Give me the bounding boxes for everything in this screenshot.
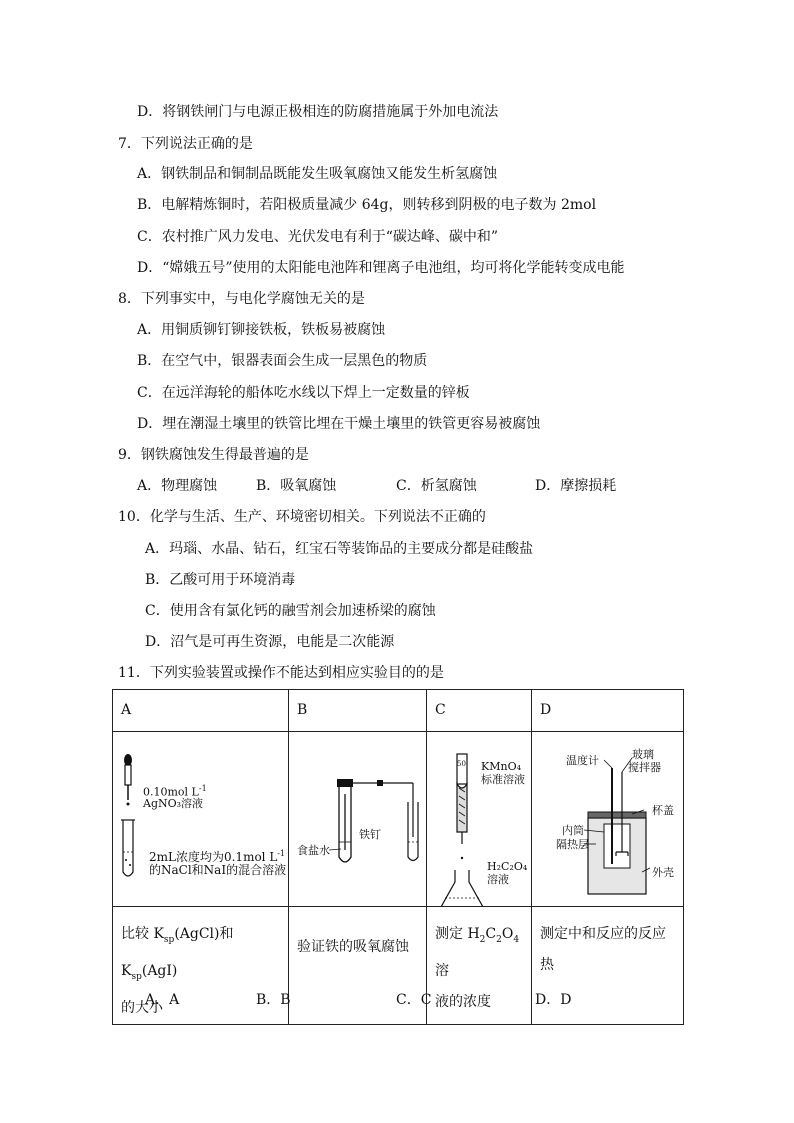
burette-scale-label: 50 <box>457 760 466 768</box>
q9-stem: 9．钢铁腐蚀发生得最普遍的是 <box>118 447 309 463</box>
header-cell-a: A <box>113 690 289 732</box>
q11-option-a: A．A <box>145 992 180 1008</box>
q7-stem: 7．下列说法正确的是 <box>118 136 253 152</box>
desc-cell-b: 验证铁的吸氧腐蚀 <box>289 907 427 1025</box>
q9-option-b: B．吸氧腐蚀 <box>256 478 337 494</box>
desc-cell-d: 测定中和反应的反应 热 <box>532 907 684 1025</box>
q6-option-d: D．将钢铁闸门与电源正极相连的防腐措施属于外加电流法 <box>137 104 499 120</box>
q9-option-a: A．物理腐蚀 <box>137 478 218 494</box>
q9-option-c: C．析氢腐蚀 <box>396 478 477 494</box>
q8-option-c: C．在远洋海轮的船体吃水线以下焊上一定数量的锌板 <box>137 385 470 401</box>
q9-option-d: D．摩擦损耗 <box>535 478 617 494</box>
standard-solution-label: 标准溶液 <box>481 773 525 786</box>
q8-stem: 8．下列事实中，与电化学腐蚀无关的是 <box>118 291 365 307</box>
q10-option-b: B．乙酸可用于环境消毒 <box>145 572 296 588</box>
dropper-and-test-tube-diagram <box>113 732 289 906</box>
q10-stem: 10．化学与生活、生产、环境密切相关。下列说法不正确的 <box>118 509 486 525</box>
salt-water-label: 食盐水 <box>297 844 330 857</box>
kmno4-label: KMnO₄ <box>481 760 521 773</box>
glass-stirrer-label-1: 玻璃 <box>632 748 654 761</box>
shell-label: 外壳 <box>652 866 674 879</box>
header-cell-d: D <box>532 690 684 732</box>
h2c2o4-label: H₂C₂O₄ <box>487 860 528 873</box>
figure-a-cell <box>113 732 289 907</box>
q7-option-a: A．钢铁制品和铜制品既能发生吸氧腐蚀又能发生析氢腐蚀 <box>137 166 498 182</box>
q11-option-d: D．D <box>535 992 572 1008</box>
q10-option-d: D．沼气是可再生资源，电能是二次能源 <box>145 634 395 650</box>
figure-c-cell <box>427 732 532 907</box>
h2c2o4-solution-label: 溶液 <box>487 873 509 886</box>
inner-cylinder-label: 内筒 <box>562 824 584 837</box>
header-cell-b: B <box>289 690 427 732</box>
q7-option-c: C．农村推广风力发电、光伏发电有利于“碳达峰、碳中和” <box>137 229 499 245</box>
q11-option-c: C．C <box>396 992 432 1008</box>
figure-d-cell <box>532 732 684 907</box>
q8-option-a: A．用铜质铆钉铆接铁板，铁板易被腐蚀 <box>137 322 386 338</box>
q10-option-c: C．使用含有氯化钙的融雪剂会加速桥梁的腐蚀 <box>145 603 436 619</box>
calorimeter-diagram <box>532 732 684 906</box>
iron-nail-label: 铁钉 <box>359 828 381 841</box>
lid-label: 杯盖 <box>652 804 674 817</box>
titration-diagram <box>427 732 532 906</box>
q11-stem: 11．下列实验装置或操作不能达到相应实验目的的是 <box>118 665 444 681</box>
figure-b-cell <box>289 732 427 907</box>
q11-option-b: B．B <box>256 992 291 1008</box>
iron-nail-corrosion-diagram <box>289 732 427 906</box>
glass-stirrer-label-2: 搅拌器 <box>628 761 661 774</box>
q8-option-b: B．在空气中，银器表面会生成一层黑色的物质 <box>137 353 428 369</box>
header-cell-c: C <box>427 690 532 732</box>
mixed-solution-concentration-label: 2mL浓度均为0.1mol $L^{-1}$ <box>149 849 286 864</box>
q7-option-b: B．电解精炼铜时，若阳极质量减少 64g，则转移到阴极的电子数为 2mol <box>137 197 597 213</box>
agno3-solution-label: AgNO₃溶液 <box>143 797 204 810</box>
desc-cell-a: 比较 $K_{sp}(AgCl)$和 $K_{sp}(AgI)$ 的大小 <box>113 907 289 1025</box>
experiment-table <box>112 689 684 1025</box>
q8-option-d: D．埋在潮湿土壤里的铁管比埋在干燥土壤里的铁管更容易被腐蚀 <box>137 416 541 432</box>
desc-cell-c: 测定 $H_2C_2O_4$ 溶 液的浓度 <box>427 907 532 1025</box>
q10-option-a: A．玛瑙、水晶、钻石，红宝石等装饰品的主要成分都是硅酸盐 <box>145 541 534 557</box>
thermometer-label: 温度计 <box>566 754 599 767</box>
insulation-label: 隔热层 <box>556 838 589 851</box>
agno3-concentration-label: 0.10mol $L^{-1}$ <box>143 784 207 799</box>
q7-option-d: D．“嫦娥五号”使用的太阳能电池阵和锂离子电池组，均可将化学能转变成电能 <box>137 260 625 276</box>
mixed-solution-label: 的NaCl和NaI的混合溶液 <box>149 863 287 877</box>
